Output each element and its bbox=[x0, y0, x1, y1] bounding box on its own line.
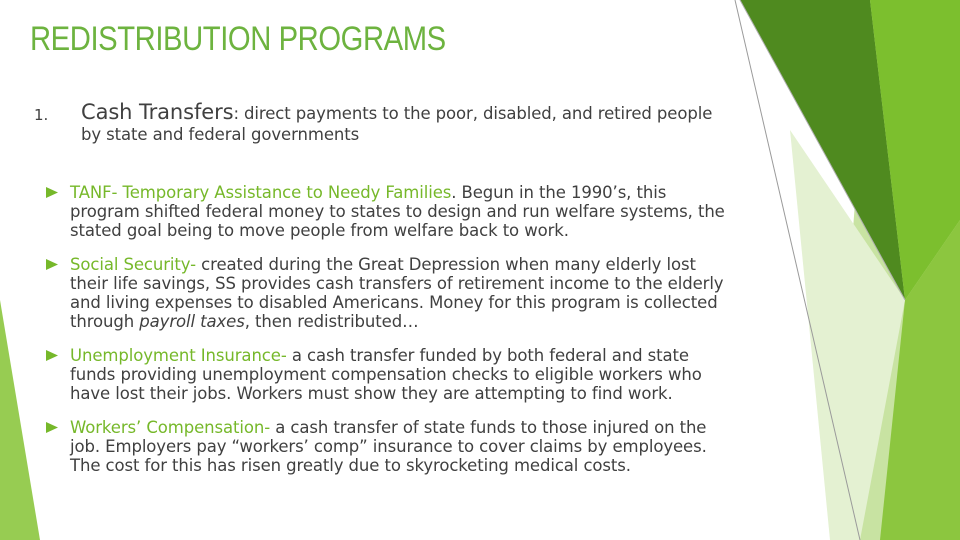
bullet-term: Social Security- bbox=[70, 255, 196, 274]
triangle-bullet-icon bbox=[46, 187, 58, 198]
bullet-description: a cash transfer of state funds to those injured on the job. Employers pay “workers’ comp” insurance to cover claims by employees. The cost for this has risen greatly due to skyrocketing medical costs. bbox=[70, 418, 707, 475]
bullet-item-tanf bbox=[46, 183, 736, 240]
numbered-item-cash-transfers bbox=[34, 102, 734, 145]
bullet-description: . Begun in the 1990’s, this program shifted federal money to states to design and run welfare systems, the stated goal being to move people from welfare back to work. bbox=[70, 183, 725, 240]
triangle-bullet-icon bbox=[46, 422, 58, 433]
item-text bbox=[81, 102, 734, 145]
item-description: : direct payments to the poor, disabled, and retired people by state and federal governments bbox=[81, 104, 713, 144]
bullet-list bbox=[46, 183, 736, 490]
decor-left-triangle bbox=[0, 300, 40, 540]
slide-title: REDISTRIBUTION PROGRAMS bbox=[30, 20, 446, 58]
item-number: 1. bbox=[34, 106, 49, 124]
item-term: Cash Transfers bbox=[81, 100, 234, 124]
bullet-description: created during the Great Depression when many elderly lost their life savings, SS provides cash transfers of retirement income to the elderly and living expenses to disabled Americans. Money for this program is collected through bbox=[70, 255, 724, 331]
bullet-description: a cash transfer funded by both federal and state funds providing unemployment compensation checks to eligible workers who have lost their jobs. Workers must show they are attempting to find work. bbox=[70, 346, 702, 403]
bullet-description-tail: , then redistributed… bbox=[244, 312, 419, 331]
triangle-bullet-icon bbox=[46, 259, 58, 270]
bullet-item-workers-compensation bbox=[46, 418, 736, 475]
bullet-term: Workers’ Compensation- bbox=[70, 418, 271, 437]
bullet-emphasis: payroll taxes bbox=[139, 312, 245, 331]
bullet-term: TANF- Temporary Assistance to Needy Families bbox=[70, 183, 452, 202]
bullet-item-social-security bbox=[46, 255, 736, 331]
triangle-bullet-icon bbox=[46, 350, 58, 361]
bullet-term: Unemployment Insurance- bbox=[70, 346, 287, 365]
bullet-item-unemployment-insurance bbox=[46, 346, 736, 403]
